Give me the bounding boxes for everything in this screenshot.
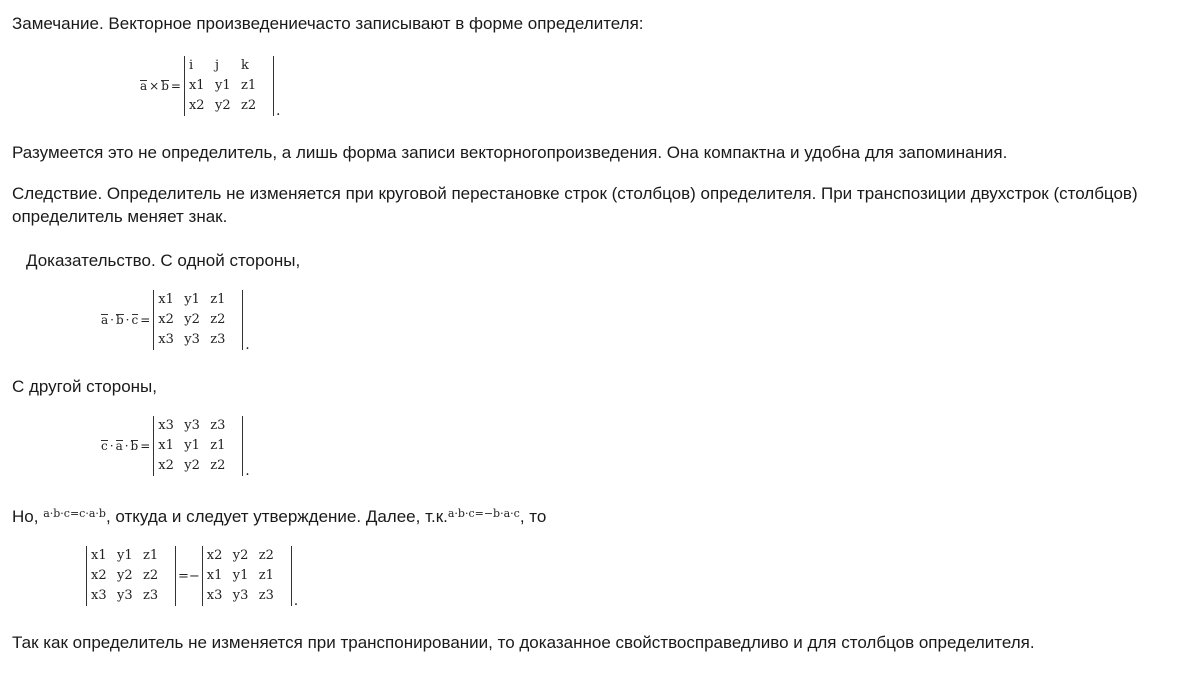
period: . [245,463,250,479]
matrix-cell: z3 [143,588,159,603]
matrix-cell: z2 [210,458,226,473]
matrix-cell: z2 [210,312,226,327]
final-paragraph: Так как определитель не изменяется при транспонировании, то доказанное свойствосправедливо и для столбцов определителя. [12,633,1035,652]
matrix-cell: x2 [188,98,205,113]
matrix-cell: y1 [232,568,249,583]
remark-paragraph: Замечание. Векторное произведениечасто записывают в форме определителя: [12,14,644,33]
matrix-cell: k [240,58,249,73]
matrix-cell: y2 [214,98,231,113]
matrix-cell: z1 [258,568,274,583]
matrix-cell: y3 [117,588,133,603]
other-side-paragraph: С другой стороны, [12,377,157,396]
matrix-cell: x1 [158,438,174,453]
determinant-cab [153,416,243,476]
determinant-cross [184,56,274,116]
matrix-cell: y2 [184,458,200,473]
matrix-cell: z1 [240,78,257,93]
corollary-paragraph: Следствие. Определитель не изменяется при круговой перестановке строк (столбцов) определителя. При транспозиции двухстрок (столбцов) определитель меняет знак. [12,184,1138,226]
matrix-cell: x2 [206,548,223,563]
inline-formula-swap: a·b·c=−b·a·c [447,507,520,520]
cross-product-formula [139,56,281,119]
matrix-cell: z3 [210,332,226,347]
matrix-cell: y2 [117,568,133,583]
but-end-text: , то [519,507,547,526]
equals-sign: = [140,439,151,453]
matrix-cell: x3 [158,332,174,347]
cab-formula [100,416,250,479]
dot-operator: · [109,439,114,453]
matrix-cell: i [188,58,194,73]
period: . [245,337,250,353]
dot-operator: · [124,439,129,453]
matrix-cell: z2 [258,548,274,563]
matrix-cell: x1 [188,78,205,93]
determinant-abc [153,290,243,350]
matrix-cell: y1 [214,78,231,93]
matrix-cell: z1 [143,548,159,563]
matrix-cell: y1 [184,438,200,453]
inline-formula-cyclic: a·b·c=c·a·b [43,507,106,520]
dot-operator: · [110,313,114,327]
but-middle-text: , откуда и следует утверждение. Далее, т.к. [105,507,448,526]
matrix-cell: z1 [210,292,226,307]
matrix-cell: y3 [184,332,200,347]
matrix-cell: x2 [158,312,174,327]
matrix-cell: x2 [91,568,107,583]
vector-b: b [115,313,124,327]
cross-lhs [139,79,182,93]
matrix-cell: y2 [232,548,249,563]
abc-formula [100,290,250,353]
matrix-cell: z3 [210,418,226,433]
vector-c: c [101,439,108,453]
vector-b: b [161,79,169,93]
equals-sign: = [140,313,151,327]
matrix-cell: x3 [158,418,174,433]
matrix-cell: y1 [184,292,200,307]
matrix-cell: x1 [158,292,174,307]
matrix-cell: y2 [184,312,200,327]
vector-a: a [140,79,148,93]
matrix-cell: j [214,58,219,73]
matrix-cell: x1 [206,568,223,583]
cross-operator: × [149,79,160,93]
matrix-cell: x3 [206,588,223,603]
but-paragraph [12,505,546,530]
matrix-cell: y3 [232,588,249,603]
matrix-cell: x3 [91,588,107,603]
period: . [293,593,299,609]
determinant-right [202,546,292,606]
matrix-cell: y1 [117,548,133,563]
matrix-cell: z1 [210,438,226,453]
swap-formula [86,546,299,609]
but-start-text: Но, [12,507,39,526]
matrix-cell: z2 [240,98,257,113]
matrix-cell: z3 [258,588,274,603]
dot-operator: · [125,313,130,327]
matrix-cell: x2 [158,458,174,473]
cab-lhs [100,439,151,453]
obviously-paragraph: Разумеется это не определитель, а лишь форма записи векторногопроизведения. Она компактна и удобна для запоминания. [12,143,1008,162]
equals-sign: = [170,79,181,93]
vector-a: a [101,313,109,327]
abc-lhs [100,313,151,327]
vector-a: a [115,439,123,453]
matrix-cell: y3 [184,418,200,433]
matrix-cell: z2 [143,568,159,583]
vector-b: b [130,439,139,453]
vector-c: c [131,313,139,327]
proof-paragraph: Доказательство. С одной стороны, [26,251,301,270]
determinant-left [86,546,176,606]
period: . [275,103,281,119]
matrix-cell: x1 [91,548,107,563]
equals-minus-sign: =− [178,568,200,584]
